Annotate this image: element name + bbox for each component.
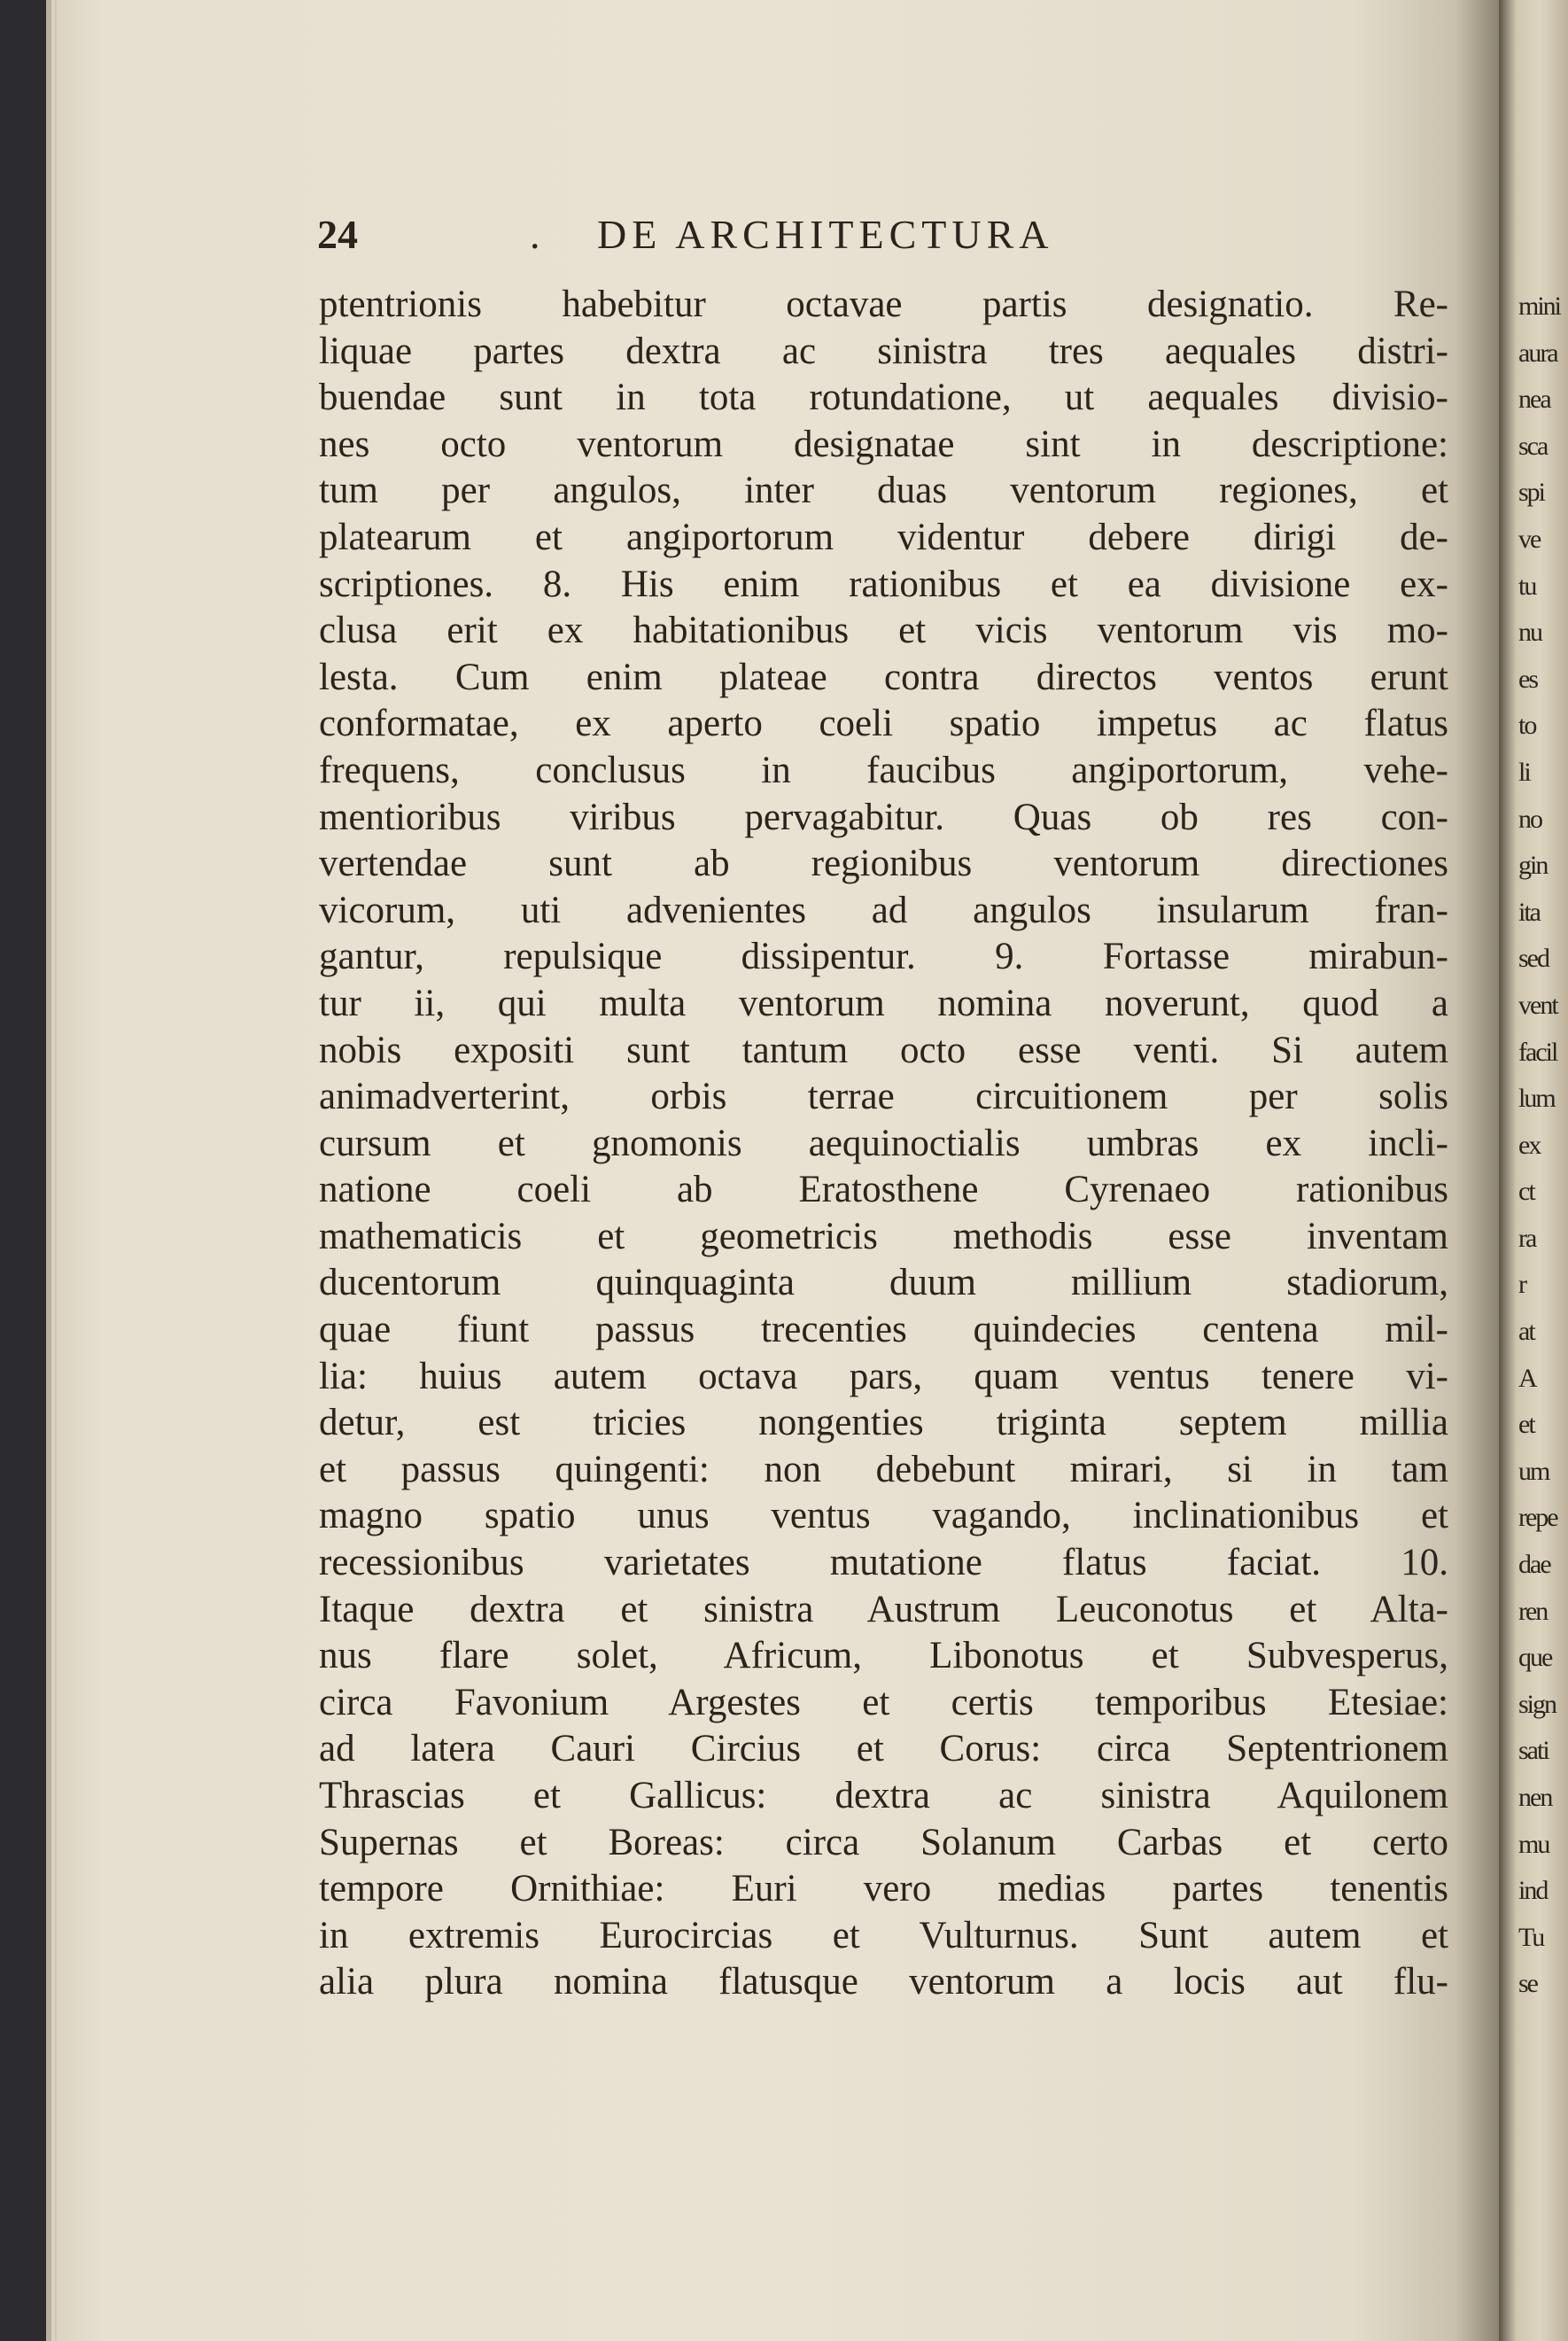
text-line: conformatae, ex aperto coeli spatio impetus ac flatus — [319, 703, 1448, 745]
facing-page-fragment: li — [1518, 757, 1530, 787]
facing-page-edge — [1499, 0, 1568, 2341]
text-line: ad latera Cauri Circius et Corus: circa Septentrionem — [319, 1728, 1448, 1770]
facing-page-fragment: que — [1518, 1643, 1552, 1673]
text-line: Supernas et Boreas: circa Solanum Carbas et certo — [319, 1821, 1448, 1863]
text-line: lia: huius autem octava pars, quam ventus tenere vi- — [319, 1355, 1448, 1397]
facing-page-fragment: repe — [1518, 1503, 1557, 1533]
facing-page-fragment: sca — [1518, 431, 1548, 461]
facing-page-fragment: ita — [1518, 897, 1540, 927]
facing-page-fragment: r — [1518, 1270, 1525, 1300]
facing-page-fragment: ra — [1518, 1223, 1536, 1253]
text-line: ducentorum quinquaginta duum millium stadiorum, — [319, 1262, 1448, 1304]
facing-page-fragments — [1499, 284, 1560, 2008]
text-line: nobis expositi sunt tantum octo esse venti. Si autem — [319, 1029, 1448, 1071]
text-line: scriptiones. 8. His enim rationibus et ea divisione ex- — [319, 563, 1448, 605]
running-header — [317, 211, 1448, 264]
text-line: detur, est tricies nongenties triginta septem millia — [319, 1402, 1448, 1444]
text-line: in extremis Eurocircias et Vulturnus. Sunt autem et — [319, 1914, 1448, 1956]
facing-page-fragment: se — [1518, 1969, 1537, 1999]
facing-page-fragment: sati — [1518, 1736, 1549, 1766]
text-line: tum per angulos, inter duas ventorum regiones, et — [319, 470, 1448, 512]
facing-page-fragment: tu — [1518, 571, 1536, 601]
facing-page-fragment: mu — [1518, 1829, 1549, 1859]
page-number: 24 — [317, 212, 358, 257]
facing-page-fragment: mini — [1518, 292, 1561, 321]
text-line: vertendae sunt ab regionibus ventorum directiones — [319, 843, 1448, 885]
text-line: ptentrionis habebitur octavae partis designatio. Re- — [319, 284, 1448, 325]
text-line: gantur, repulsique dissipentur. 9. Fortasse mirabun- — [319, 936, 1448, 978]
text-line: cursum et gnomonis aequinoctialis umbras ex incli- — [319, 1122, 1448, 1164]
facing-page-fragment: sign — [1518, 1689, 1556, 1719]
text-line: platearum et angiportorum videntur debere dirigi de- — [319, 516, 1448, 558]
running-title: DE ARCHITECTURA — [597, 212, 1054, 257]
facing-page-fragment: nu — [1518, 618, 1541, 648]
text-line: circa Favonium Argestes et certis temporibus Etesiae: — [319, 1681, 1448, 1723]
facing-page-fragment: um — [1518, 1456, 1549, 1486]
header-separator: . — [530, 212, 540, 257]
facing-page-fragment: dae — [1518, 1550, 1550, 1580]
facing-page-fragment: ind — [1518, 1876, 1548, 1906]
text-line: recessionibus varietates mutatione flatus faciat. 10. — [319, 1542, 1448, 1584]
facing-page-fragment: spi — [1518, 478, 1545, 508]
text-line: clusa erit ex habitationibus et vicis ventorum vis mo- — [319, 610, 1448, 652]
text-line: buendae sunt in tota rotundatione, ut aequales divisio- — [319, 377, 1448, 419]
facing-page-fragment: ct — [1518, 1177, 1534, 1207]
page-border-line — [55, 0, 57, 2341]
facing-page-fragment: vent — [1518, 990, 1557, 1020]
text-line: nes octo ventorum designatae sint in descriptione: — [319, 423, 1448, 465]
facing-page-fragment: no — [1518, 804, 1541, 834]
text-line: mentioribus viribus pervagabitur. Quas ob res con- — [319, 796, 1448, 838]
text-line: Thrascias et Gallicus: dextra ac sinistra Aquilonem — [319, 1775, 1448, 1816]
facing-page-fragment: Tu — [1518, 1922, 1544, 1952]
text-line: nus flare solet, Africum, Libonotus et Subvesperus, — [319, 1635, 1448, 1677]
facing-page-fragment: lum — [1518, 1084, 1555, 1114]
text-line: alia plura nomina flatusque ventorum a locis aut flu- — [319, 1961, 1448, 2003]
facing-page-fragment: gin — [1518, 851, 1548, 881]
facing-page-fragment: facil — [1518, 1037, 1557, 1067]
text-line: Itaque dextra et sinistra Austrum Leuconotus et Alta- — [319, 1588, 1448, 1630]
text-line: lesta. Cum enim plateae contra directos ventos erunt — [319, 656, 1448, 698]
facing-page-fragment: es — [1518, 664, 1537, 694]
text-line: frequens, conclusus in faucibus angiportorum, vehe- — [319, 749, 1448, 791]
facing-page-fragment: A — [1518, 1363, 1536, 1393]
facing-page-fragment: ren — [1518, 1596, 1548, 1626]
page-edge — [46, 0, 51, 2341]
body-text — [319, 282, 1448, 2006]
text-line: quae fiunt passus trecenties quindecies centena mil- — [319, 1309, 1448, 1351]
text-line: mathematicis et geometricis methodis esse inventam — [319, 1215, 1448, 1257]
text-line: vicorum, uti advenientes ad angulos insularum fran- — [319, 889, 1448, 931]
facing-page-fragment: sed — [1518, 944, 1549, 974]
facing-page-fragment: at — [1518, 1317, 1534, 1347]
text-line: animadverterint, orbis terrae circuitionem per solis — [319, 1076, 1448, 1118]
facing-page-fragment: et — [1518, 1410, 1534, 1440]
text-line: tempore Ornithiae: Euri vero medias partes tenentis — [319, 1868, 1448, 1910]
facing-page-fragment: nen — [1518, 1783, 1552, 1812]
text-line: natione coeli ab Eratosthene Cyrenaeo rationibus — [319, 1169, 1448, 1211]
text-line: et passus quingenti: non debebunt mirari, si in tam — [319, 1448, 1448, 1490]
facing-page-fragment: aura — [1518, 338, 1557, 368]
text-line: tur ii, qui multa ventorum nomina noverunt, quod a — [319, 982, 1448, 1024]
facing-page-fragment: ex — [1518, 1130, 1541, 1160]
facing-page-fragment: ve — [1518, 524, 1541, 554]
text-line: magno spatio unus ventus vagando, inclinationibus et — [319, 1495, 1448, 1537]
text-line: liquae partes dextra ac sinistra tres aequales distri- — [319, 330, 1448, 372]
facing-page-fragment: to — [1518, 711, 1536, 741]
facing-page-fragment: nea — [1518, 385, 1550, 415]
